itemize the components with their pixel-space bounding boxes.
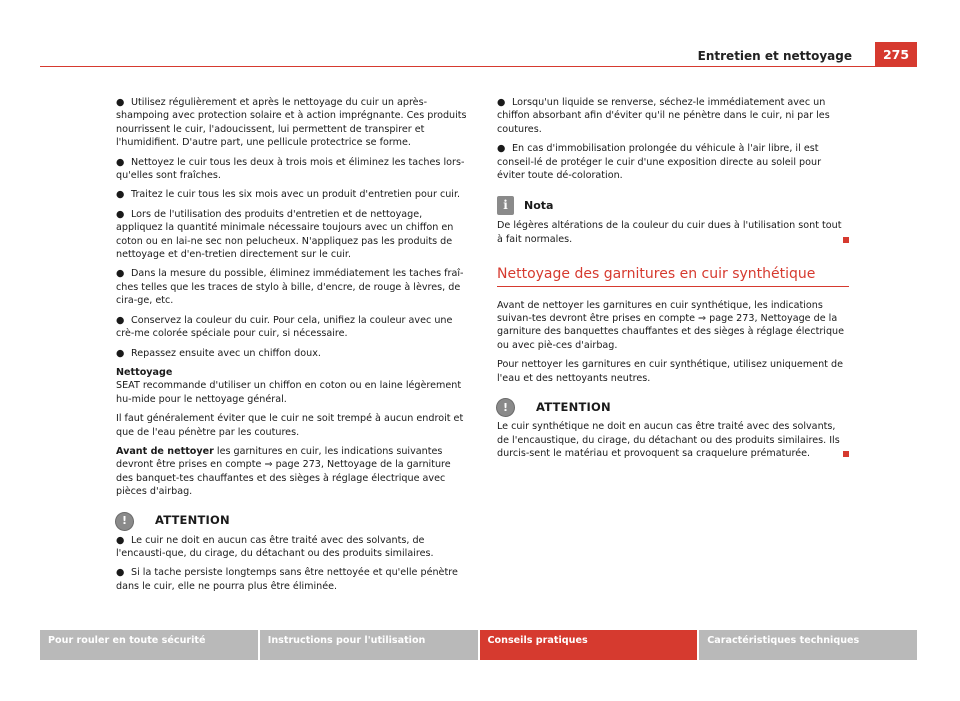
- footer-tab-instructions[interactable]: Instructions pour l'utilisation: [260, 630, 478, 660]
- bullet-icon: ●: [116, 268, 125, 280]
- bullet-item: [116, 188, 468, 201]
- bullet-text: Utilisez régulièrement et après le nettoyage du cuir un après-shampoing avec protection solaire et à action imprégnante. Ces produits nourrissent le cuir, l'adoucissent, lui permettent de transpirer et l'humidifient. D'autre part, une pellicule protectrice se forme.: [116, 97, 467, 149]
- warning-bullet: [116, 566, 468, 593]
- note-text-block: [497, 219, 849, 246]
- bullet-item: [116, 314, 468, 341]
- warning-header: [497, 399, 849, 416]
- note-title: Nota: [524, 199, 554, 213]
- info-icon: i: [497, 196, 514, 215]
- exclamation-circle-icon: !: [497, 399, 514, 416]
- bullet-item: [497, 96, 849, 136]
- bullet-icon: ●: [116, 534, 125, 546]
- note-text: De légères altérations de la couleur du cuir dues à l'utilisation sont tout à fait normales.: [497, 220, 842, 245]
- paragraph: Il faut généralement éviter que le cuir ne soit trempé à aucun endroit et que de l'eau pénètre par les coutures.: [116, 413, 464, 438]
- bullet-text: Traitez le cuir tous les six mois avec un produit d'entretien pour cuir.: [131, 189, 461, 201]
- footer-nav: [40, 630, 917, 660]
- paragraph: SEAT recommande d'utiliser un chiffon en coton ou en laine légèrement hu-mide pour le nettoyage général.: [116, 380, 462, 405]
- lead-text: Avant de nettoyer: [116, 445, 214, 457]
- page-header-title: Entretien et nettoyage: [697, 49, 852, 63]
- bullet-icon: ●: [116, 156, 125, 168]
- bullet-icon: ●: [116, 189, 125, 201]
- paragraph: Avant de nettoyer les garnitures en cuir synthétique, les indications suivan-tes devront être prises en compte ⇒ page 273, Nettoyage de la garniture des banquettes chauffantes et des sièges à réglage électrique ou avec piè-ces d'airbag.: [497, 299, 845, 351]
- warning-header: [116, 513, 468, 530]
- bullet-item: [116, 156, 468, 183]
- footer-tab-caracteristiques[interactable]: Caractéristiques techniques: [699, 630, 917, 660]
- bullet-text: Le cuir ne doit en aucun cas être traité avec des solvants, de l'encausti-que, du cirage, du détachant ou des produits similaires.: [116, 534, 434, 559]
- paragraph: Pour nettoyer les garnitures en cuir synthétique, utilisez uniquement de l'eau et des nettoyants neutres.: [497, 359, 843, 384]
- bullet-icon: ●: [497, 97, 506, 108]
- bullet-icon: ●: [497, 143, 506, 155]
- left-column: [116, 96, 468, 599]
- bullet-icon: ●: [116, 347, 125, 359]
- bullet-item: [497, 142, 849, 182]
- bullet-item: [116, 96, 468, 150]
- exclamation-circle-icon: !: [116, 513, 133, 530]
- section-end-marker: [843, 451, 849, 457]
- paragraph-avant-nettoyer: [116, 445, 468, 499]
- right-column: [497, 96, 849, 466]
- warning-title: ATTENTION: [155, 513, 230, 528]
- page-number: 275: [875, 42, 917, 67]
- footer-tab-securite[interactable]: Pour rouler en toute sécurité: [40, 630, 258, 660]
- section-end-marker: [843, 237, 849, 243]
- paragraph-text: les garnitures en cuir, les indications suivantes devront être prises en compte ⇒ page 273, Nettoyage de la garniture des banquet-tes chauffantes et des sièges à réglage électrique avec pièces d'airbag.: [116, 445, 451, 498]
- subheading-nettoyage: Nettoyage: [116, 366, 173, 378]
- warning-bullet: [116, 534, 468, 561]
- warning-title: ATTENTION: [536, 399, 611, 414]
- bullet-item: [116, 208, 468, 262]
- section-rule: [497, 286, 849, 287]
- header-rule: [40, 66, 917, 67]
- warning-text: Le cuir synthétique ne doit en aucun cas être traité avec des solvants, de l'encaustique, du cirage, du détachant ou des produits similaires. Ils durcis-sent le matériau et provoquent sa craquelure prématurée.: [497, 421, 840, 459]
- bullet-text: Nettoyez le cuir tous les deux à trois mois et éliminez les taches lors-qu'elles sont fraîches.: [116, 156, 465, 182]
- bullet-icon: ●: [116, 97, 125, 108]
- bullet-item: [116, 347, 468, 360]
- bullet-text: Dans la mesure du possible, éliminez immédiatement les taches fraî-ches telles que les traces de stylo à bille, d'encre, de rouge à lèvres, de cira-ge, etc.: [116, 268, 464, 307]
- bullet-item: [116, 267, 468, 307]
- bullet-text: Si la tache persiste longtemps sans être nettoyée et qu'elle pénètre dans le cuir, elle ne pourra plus être éliminée.: [116, 567, 458, 592]
- bullet-icon: ●: [116, 567, 125, 579]
- footer-tab-conseils[interactable]: Conseils pratiques: [480, 630, 698, 660]
- bullet-text: Repassez ensuite avec un chiffon doux.: [131, 347, 321, 359]
- bullet-text: Lorsqu'un liquide se renverse, séchez-le immédiatement avec un chiffon absorbant afin d'éviter qu'il ne pénètre dans le cuir, ni par les coutures.: [497, 97, 830, 135]
- bullet-text: Conservez la couleur du cuir. Pour cela, unifiez la couleur avec une crè-me colorée spéciale pour cuir, si nécessaire.: [116, 314, 453, 340]
- section-title: Nettoyage des garnitures en cuir synthétique: [497, 266, 816, 283]
- note-header: [497, 196, 849, 215]
- warning-text-block: [497, 420, 849, 460]
- bullet-icon: ●: [116, 208, 125, 220]
- bullet-text: Lors de l'utilisation des produits d'entretien et de nettoyage, appliquez la quantité minimale nécessaire toujours avec un chiffon en coton ou en lai-ne sec non pelucheux. N'appliquez pas les produits de nettoyage et d'en-tretien directement sur le cuir.: [116, 208, 454, 261]
- bullet-text: En cas d'immobilisation prolongée du véhicule à l'air libre, il est conseil-lé de protéger le cuir d'une exposition directe au soleil pour éviter toute dé-coloration.: [497, 143, 822, 182]
- bullet-icon: ●: [116, 314, 125, 326]
